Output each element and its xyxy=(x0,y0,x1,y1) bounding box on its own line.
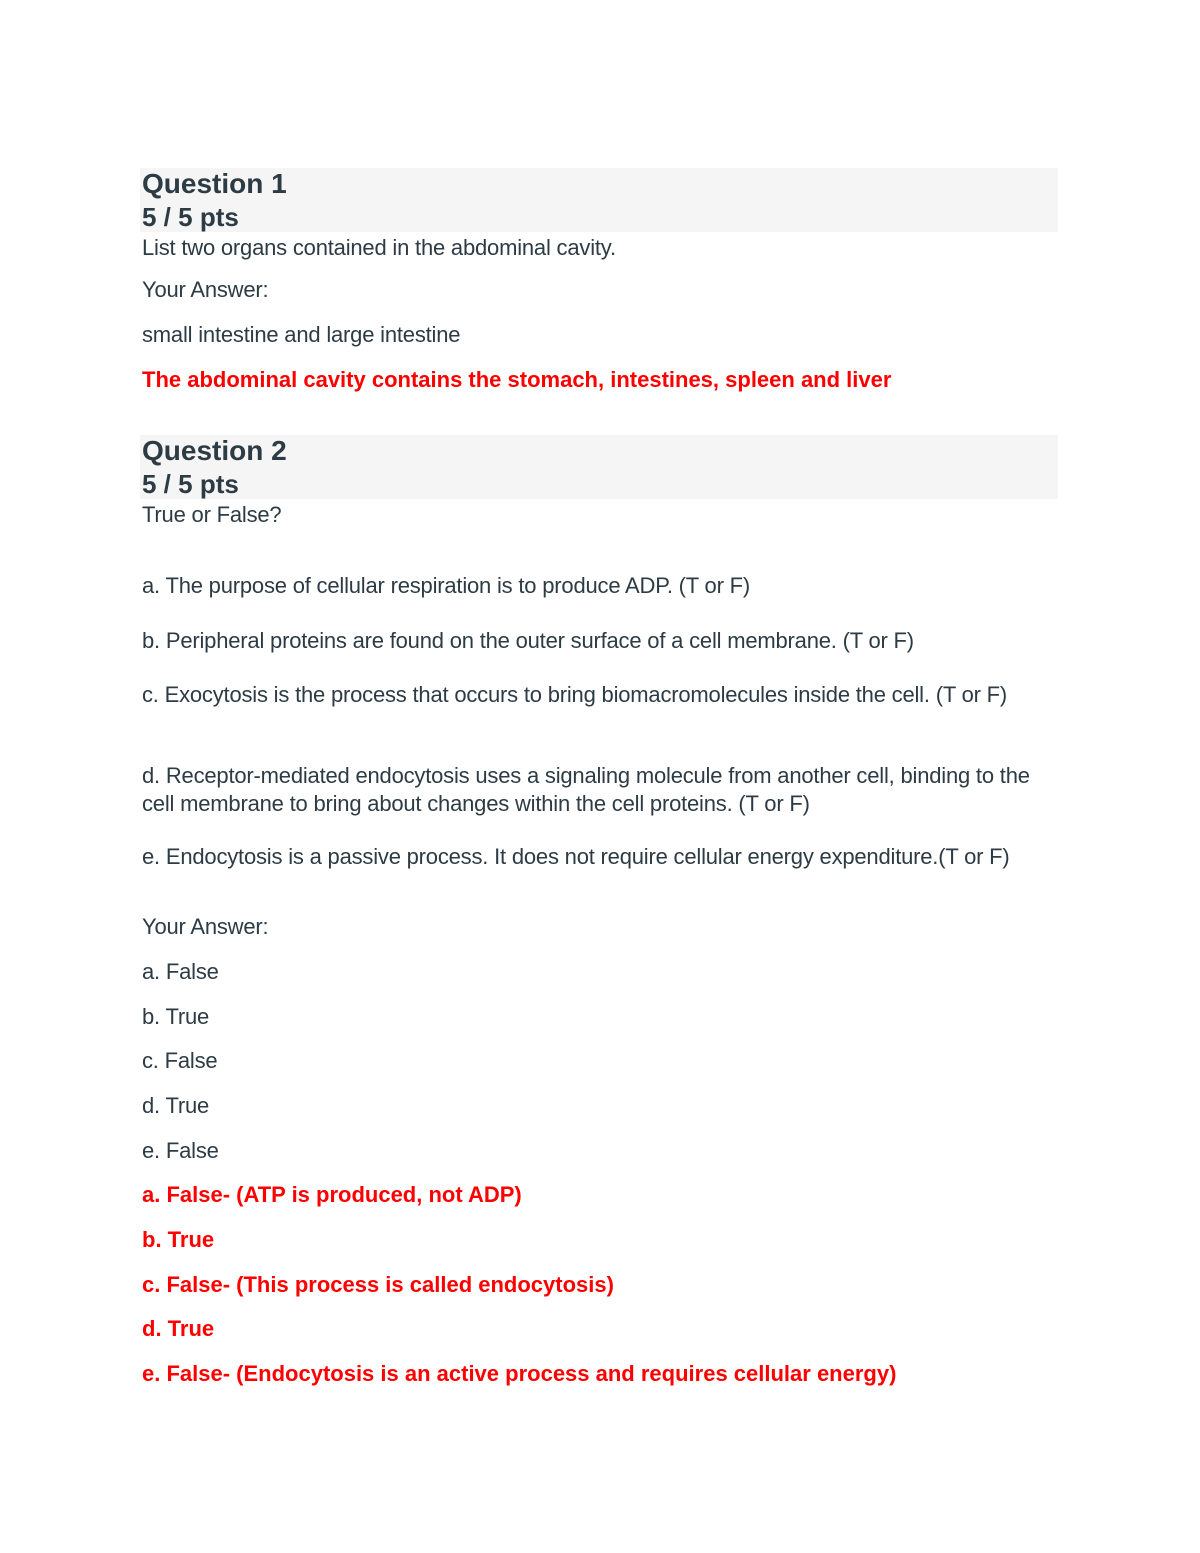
answer-e: e. False xyxy=(142,1138,219,1163)
feedback-b: b. True xyxy=(142,1227,215,1252)
question-2-header xyxy=(140,435,1058,499)
question-2-prompt: True or False? xyxy=(142,502,282,527)
question-1-answer: small intestine and large intestine xyxy=(142,322,461,347)
question-1-points: 5 / 5 pts xyxy=(142,202,239,232)
statement-c: c. Exocytosis is the process that occurs to bring biomacromolecules inside the cell. (T or F) xyxy=(142,682,1008,707)
statement-d: d. Receptor-mediated endocytosis uses a signaling molecule from another cell, binding to the cell membrane to bring about changes within the cell proteins. (T or F) xyxy=(142,763,1030,816)
question-1-title: Question 1 xyxy=(142,168,287,199)
question-2-points: 5 / 5 pts xyxy=(142,469,239,499)
question-2-answer-label: Your Answer: xyxy=(142,914,269,939)
feedback-c: c. False- (This process is called endocytosis) xyxy=(142,1272,614,1297)
question-1-answer-label: Your Answer: xyxy=(142,277,269,302)
feedback-a: a. False- (ATP is produced, not ADP) xyxy=(142,1182,522,1207)
answer-b: b. True xyxy=(142,1004,210,1029)
question-1-prompt: List two organs contained in the abdominal cavity. xyxy=(142,235,616,260)
question-1-header xyxy=(140,168,1058,232)
question-2-title: Question 2 xyxy=(142,435,287,466)
answer-d: d. True xyxy=(142,1093,210,1118)
statement-a: a. The purpose of cellular respiration is to produce ADP. (T or F) xyxy=(142,573,750,598)
statement-e: e. Endocytosis is a passive process. It does not require cellular energy expenditure.(T or F) xyxy=(142,844,1010,869)
answer-c: c. False xyxy=(142,1048,218,1073)
question-1-feedback: The abdominal cavity contains the stomach, intestines, spleen and liver xyxy=(142,367,892,392)
feedback-d: d. True xyxy=(142,1316,215,1341)
statement-b: b. Peripheral proteins are found on the outer surface of a cell membrane. (T or F) xyxy=(142,628,914,653)
feedback-e: e. False- (Endocytosis is an active process and requires cellular energy) xyxy=(142,1361,897,1386)
answer-a: a. False xyxy=(142,959,219,984)
